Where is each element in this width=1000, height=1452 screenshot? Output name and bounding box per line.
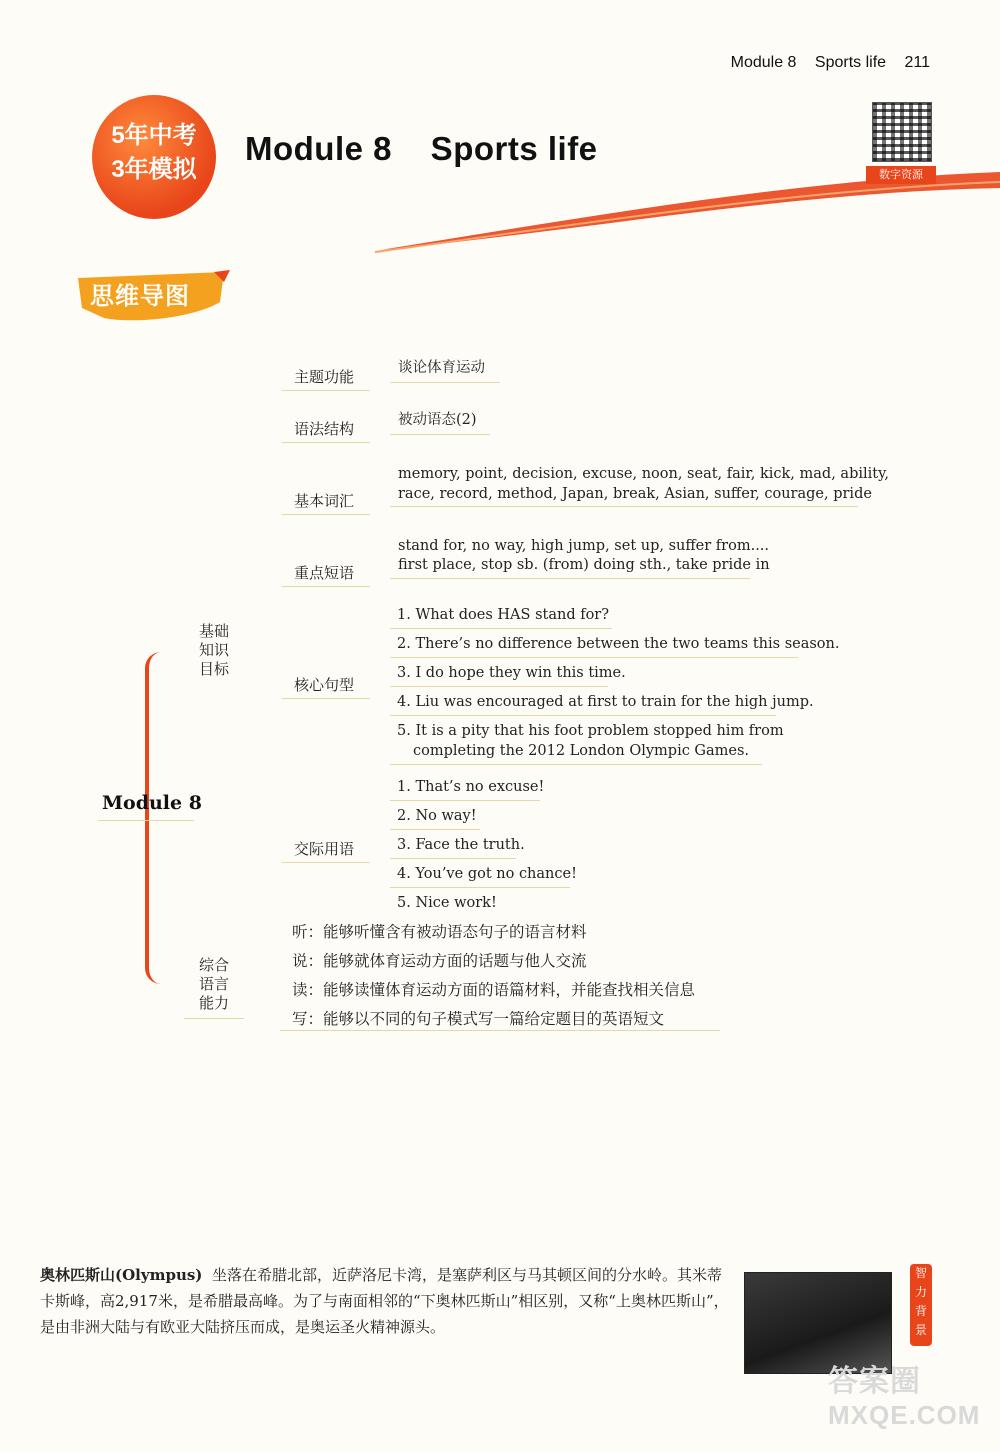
branch-language-skills: 综合 语言 能力 xyxy=(198,956,229,1012)
core-sentence-1: 1. What does HAS stand for? xyxy=(397,607,610,623)
vocabulary-line2: race, record, method, Japan, break, Asian, suffer, courage, pride xyxy=(398,486,872,502)
background-info xyxy=(40,1262,730,1340)
page-number: 211 xyxy=(904,54,930,71)
logo-line2: 3年模拟 xyxy=(111,156,197,183)
grammar-content: 被动语态(2) xyxy=(398,412,477,428)
label-vocabulary: 基本词汇 xyxy=(294,492,355,510)
series-logo xyxy=(92,95,216,219)
module-root: Module 8 xyxy=(102,792,202,814)
watermark xyxy=(828,1356,980,1431)
core-sentence-5a: 5. It is a pity that his foot problem stopped him from xyxy=(397,723,784,739)
label-core-sentences: 核心句型 xyxy=(294,676,355,694)
section-badge: 思维导图 xyxy=(90,282,190,310)
core-sentence-5b: completing the 2012 London Olympic Games. xyxy=(413,743,750,759)
label-grammar: 语法结构 xyxy=(294,420,355,438)
running-title: Sports life xyxy=(814,54,887,71)
running-head xyxy=(717,54,930,72)
label-theme: 主题功能 xyxy=(294,368,355,386)
qr-label: 数字资源 xyxy=(866,166,936,184)
branch-basic-knowledge: 基础 知识 目标 xyxy=(198,622,229,678)
background-body: 坐落在希腊北部，近萨洛尼卡湾，是塞萨利区与马其顿区间的分水岭。其米蒂卡斯峰，高2,917米，是希腊最高峰。为了与南面相邻的“下奥林匹斯山”相区别，又称“上奥林匹斯山”，是由非洲大陆与有欧亚大陆挤压而成，是奥运圣火精神源头。 xyxy=(40,1266,729,1336)
background-heading: 奥林匹斯山(Olympus) xyxy=(40,1266,203,1284)
label-phrases: 重点短语 xyxy=(294,564,355,582)
phrases-line1: stand for, no way, high jump, set up, suffer from.... xyxy=(398,538,770,554)
comm-phrase-2: 2. No way! xyxy=(397,808,477,824)
skill-speaking: 说：能够就体育运动方面的话题与他人交流 xyxy=(292,952,587,970)
label-communication: 交际用语 xyxy=(294,840,355,858)
comm-phrase-5: 5. Nice work! xyxy=(397,895,497,911)
running-module: Module 8 xyxy=(730,54,797,71)
watermark-url: MXQE.COM xyxy=(828,1400,981,1430)
module-bracket xyxy=(145,652,165,984)
comm-phrase-3: 3. Face the truth. xyxy=(397,837,525,853)
core-sentence-4: 4. Liu was encouraged at first to train for the high jump. xyxy=(397,694,814,710)
qr-code[interactable] xyxy=(872,102,932,162)
logo-line1: 5年中考 xyxy=(111,122,197,149)
theme-content: 谈论体育运动 xyxy=(398,360,485,376)
core-sentence-2: 2. There’s no difference between the two teams this season. xyxy=(397,636,840,652)
side-tag: 智力背景 xyxy=(910,1264,932,1346)
watermark-cn: 答案圈 xyxy=(828,1364,921,1399)
phrases-line2: first place, stop sb. (from) doing sth., take pride in xyxy=(398,557,770,573)
skill-writing: 写：能够以不同的句子模式写一篇给定题目的英语短文 xyxy=(292,1010,665,1028)
core-sentence-3: 3. I do hope they win this time. xyxy=(397,665,626,681)
comm-phrase-1: 1. That’s no excuse! xyxy=(397,779,545,795)
comm-phrase-4: 4. You’ve got no chance! xyxy=(397,866,577,882)
vocabulary-line1: memory, point, decision, excuse, noon, seat, fair, kick, mad, ability, xyxy=(398,466,889,482)
skill-listening: 听：能够听懂含有被动语态句子的语言材料 xyxy=(292,923,587,941)
page-title: Module 8 Sports life xyxy=(245,130,598,167)
skill-reading: 读：能够读懂体育运动方面的语篇材料，并能查找相关信息 xyxy=(292,981,696,999)
